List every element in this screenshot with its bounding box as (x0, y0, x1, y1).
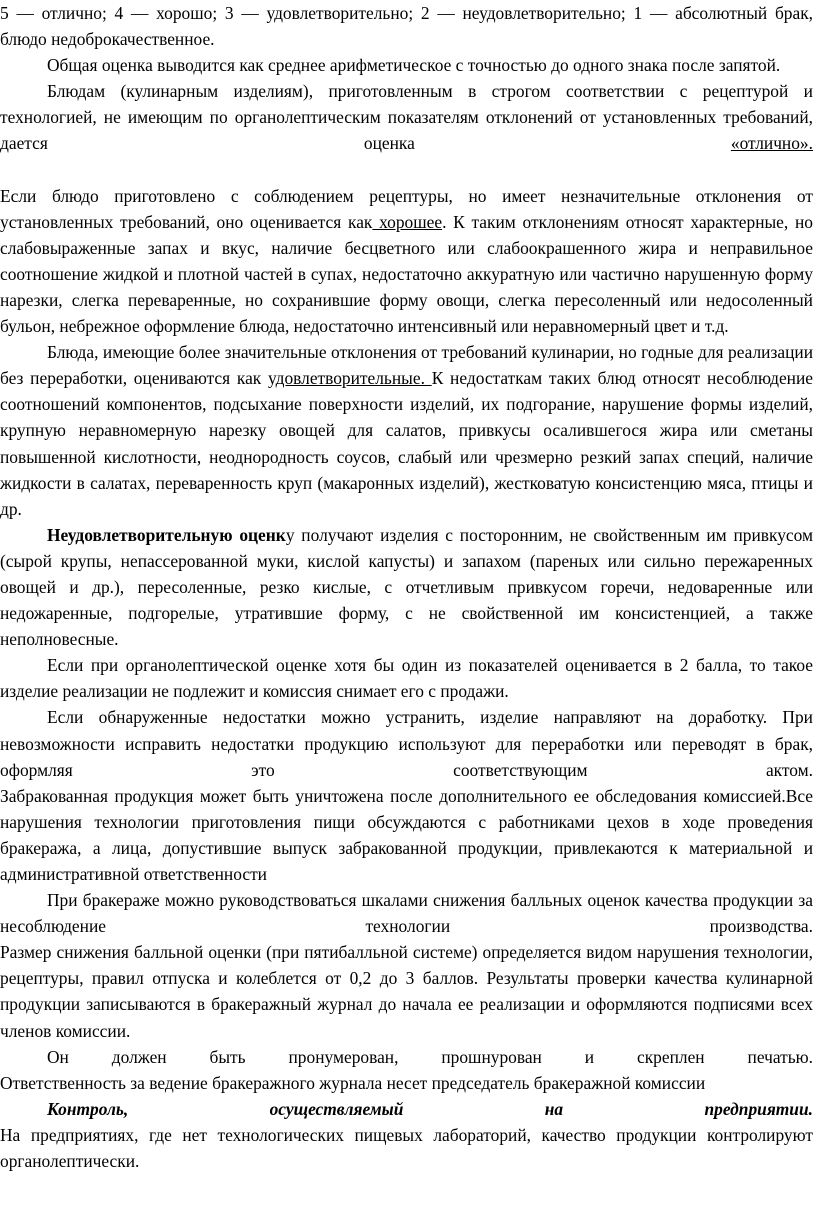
good-text-b: . К таким отклонениям относят характерные, но слабовыраженные запах и вкус, наличие бесцветного или слабоокрашенного жира и неправильное соотношение жидкой и плотной частей в супах, недостаточно аккуратную или частично нарушенную форму нарезки, слегка переваренные, но сохранившие форму овощи, слегка пересоленный или недосоленный бульон, небрежное оформление блюда, недостаточно интенсивный или неравномерный цвет и т.д. (0, 211, 813, 337)
enterprise-control-paragraph: На предприятиях, где нет технологических пищевых лабораторий, качество продукции контролируют органолептически. (0, 1124, 813, 1172)
enterprise-control-heading: Контроль, осуществляемый на предприятии. (47, 1098, 813, 1119)
excellent-paragraph (0, 78, 813, 156)
rework-paragraph: Если обнаруженные недостатки можно устранить, изделие направляют на доработку. При невозможности исправить недостатки продукцию используют для переработки или переводят в брак, оформляя это соответствующим актом. (0, 707, 813, 780)
score-reduction-paragraph: Размер снижения балльной оценки (при пятибалльной системе) определяется видом нарушения технологии, рецептуры, правил отпуска и колеблется от 0,2 до 3 баллов. Результаты проверки качества кулинарной продукции записываются в бракеражный журнал до начала ее реализации и оформляются подписями всех членов комиссии. (0, 942, 813, 1041)
unsatisfactory-term: Неудовлетворительную оценк (47, 524, 286, 545)
good-paragraph (0, 183, 813, 340)
grade-scale-paragraph: 5 — отлично; 4 — хорошо; 3 — удовлетворительно; 2 — неудовлетворительно; 1 — абсолютный брак, блюдо недоброкачественное. (0, 3, 813, 50)
unsatisfactory-paragraph (0, 522, 813, 652)
good-text-a: Если блюдо приготовлено с соблюдением рецептуры, но имеет незначительные отклонения от установленных требований, оно оценивается как (0, 185, 813, 232)
journal-responsibility-paragraph: Ответственность за ведение бракеражного журнала несет председатель бракеражной комиссии (0, 1072, 706, 1093)
excellent-text: Блюдам (кулинарным изделиям), приготовленным в строгом соответствии с рецептурой и технологией, не имеющим по органолептическим показателям отклонений от установленных требований, дается оценка (0, 81, 813, 154)
two-points-paragraph: Если при органолептической оценке хотя бы один из показателей оценивается в 2 балла, то такое изделие реализации не подлежит и комиссия снимает его с продажи. (0, 655, 813, 702)
satisfactory-paragraph (0, 339, 813, 522)
journal-paragraph: Он должен быть пронумерован, прошнурован и скреплен печатью. (47, 1046, 813, 1067)
satisfactory-text-a: Блюда, имеющие более значительные отклонения от требований кулинарии, но годные для реализации без переработки, оцениваются как (0, 342, 813, 389)
excellent-term: «отлично». (730, 133, 813, 154)
scales-paragraph: При бракераже можно руководствоваться шкалами снижения балльных оценок качества продукции за несоблюдение технологии производства. (0, 890, 813, 937)
good-term: хорошее (372, 211, 443, 232)
satisfactory-text-b: К недостаткам таких блюд относят несоблюдение соотношений компонентов, подсыхание поверхности изделий, их подгорание, нарушение формы изделий, крупную неравномерную нарезку овощей для салатов, привкусы осалившегося жира или сметаны повышенной кислотности, неоднородность соусов, слабый или чрезмерно резкий запах специй, наличие жидкости в салатах, переваренность круп (макаронных изделий), жестковатую консистенцию мяса, птицы и др. (0, 368, 813, 519)
blank-line (0, 157, 813, 183)
average-paragraph: Общая оценка выводится как среднее арифметическое с точностью до одного знака после запятой. (47, 55, 781, 76)
rejected-paragraph: Забракованная продукция может быть уничтожена после дополнительного ее обследования комиссией.Все нарушения технологии приготовления пищи обсуждаются с работниками цехов в ходе проведения бракеража, а лица, допустившие выпуск забракованной продукции, привлекаются к материальной и административной ответственности (0, 785, 813, 884)
unsatisfactory-text: у получают изделия с посторонним, не свойственным им привкусом (сырой крупы, непассерованной муки, кислой капусты) и запахом (пареных или сильно пережаренных овощей и др.), пересоленные, резко кислые, с отчетливым привкусом горечи, недоваренные или недожаренные, подгорелые, утратившие форму, с не свойственной им консистенцией, а также неполновесные. (0, 524, 813, 650)
satisfactory-term: удовлетворительные. (268, 368, 432, 389)
